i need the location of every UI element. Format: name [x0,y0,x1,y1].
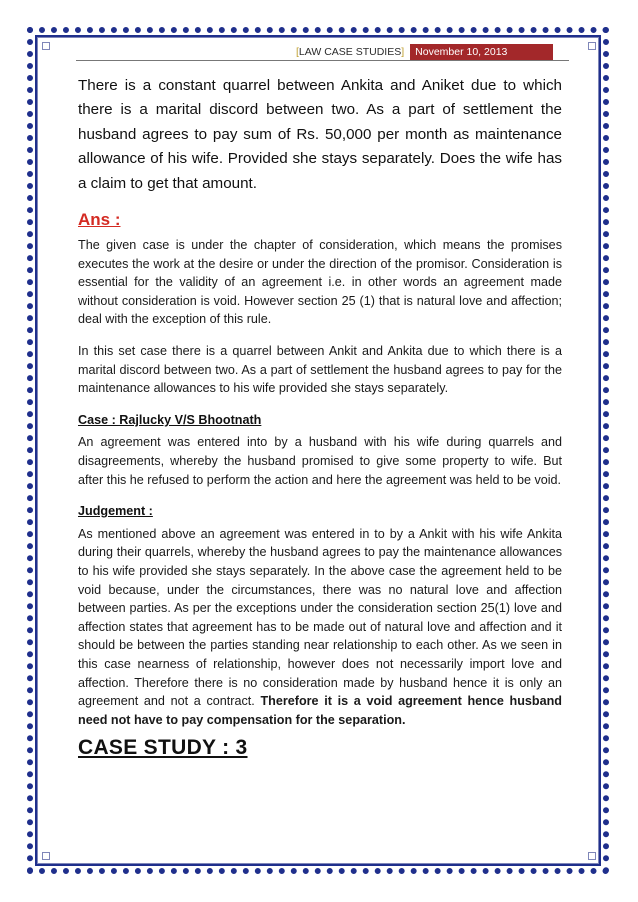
title-bracket-open: [ [296,46,299,58]
header-divider [76,60,569,61]
question-text: There is a constant quarrel between Ankita and Aniket due to which there is a marital discord between two. As a part of settlement the husband agrees to pay sum of Rs. 50,000 per month as maintenance allowance of his wife. Provided she stays separately. Does the wife has a claim to get that amount. [78,77,562,192]
page-content [78,74,562,763]
next-section-heading: CASE STUDY : 3 [78,736,248,760]
document-title [296,46,410,58]
judgement-text: As mentioned above an agreement was entered in to by a Ankit with his wife Ankita during their quarrels, whereby the husband agrees to pay the maintenance allowances to his wife provided she stays separately. In the above case the agreement held to be void because, under the circumstances, there was no natural love and affection between parties. As per the exceptions under the consideration section 25(1) love and affection states that agreement has to be made out of natural love and affection and it should be between the parties standing near relationship to each other. As we seen in this case nearness of relationship, however does not necessarily import love and affection. Therefore there is no consideration made by husband hence it is only an agreement and not a contract. [78,526,562,709]
answer-heading: Ans : [78,210,121,230]
page-corner-mark [42,852,50,860]
page-header [296,44,553,60]
page-corner-mark [588,852,596,860]
case-text: An agreement was entered into by a husband with his wife during quarrels and disagreements, whereby the husband promised to give some property to wife. But after this he refused to perform the action and here the agreement was held to be void. [78,435,562,487]
judgement-heading: Judgement : [78,504,153,519]
page-corner-mark [42,42,50,50]
document-title-text: LAW CASE STUDIES [298,46,402,58]
answer-paragraph-2: In this set case there is a quarrel between Ankit and Ankita due to which there is a marital discord between two. As a part of settlement the husband agrees to pay for the maintenance allowances to his wife provided she stays separately. [78,344,562,396]
document-date: November 10, 2013 [410,44,553,60]
case-heading: Case : Rajlucky V/S Bhootnath [78,412,262,427]
page-corner-mark [588,42,596,50]
answer-paragraph-1: The given case is under the chapter of consideration, which means the promises executes the work at the desire or under the direction of the promisor. Consideration is essential for the validity of an agreement i.e. in other words an agreement made without consideration is void. However section 25 (1) that is natural love and affection; deal with the exception of this rule. [78,238,562,327]
judgement-conclusion: Therefore it is a void agreement hence husband need not have to pay compensation for the separation. [78,694,563,727]
judgement-paragraph [78,525,562,730]
title-bracket-close: ] [401,46,405,58]
